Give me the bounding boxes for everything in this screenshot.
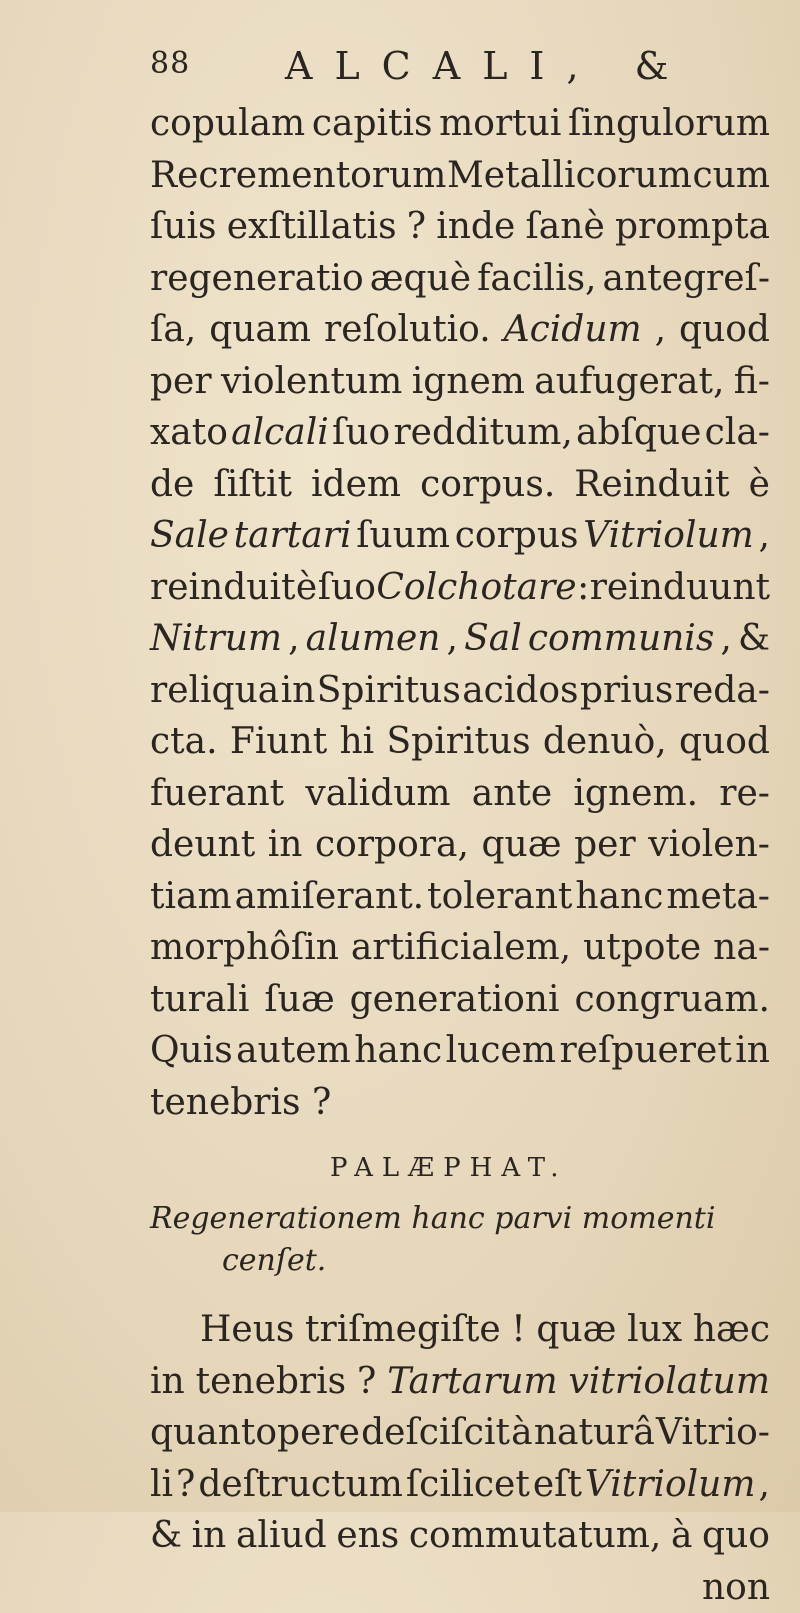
word: ! — [511, 1304, 525, 1356]
word: per — [150, 356, 212, 408]
word: in — [192, 1510, 227, 1562]
word: eſt — [533, 1459, 582, 1511]
word: in — [281, 665, 316, 717]
word: è — [749, 459, 770, 511]
word: Nitrum — [150, 613, 282, 665]
word: , — [759, 510, 770, 562]
word: cta. — [150, 716, 218, 768]
word: Vitriolum — [585, 1459, 756, 1511]
text-line — [150, 1077, 770, 1129]
word: idem — [311, 459, 401, 511]
word: in — [268, 819, 303, 871]
word: ſa, — [150, 304, 196, 356]
text-line — [150, 1407, 770, 1459]
word: : — [577, 562, 589, 614]
word: congruam. — [574, 974, 770, 1026]
word: Vitriolum — [583, 510, 754, 562]
word: denuò, — [543, 716, 667, 768]
word: reinduit — [150, 562, 295, 614]
text-line — [150, 562, 770, 614]
word: communis — [528, 613, 714, 665]
paragraph-1 — [150, 98, 770, 1128]
word: violen- — [648, 819, 770, 871]
word: copulam — [150, 98, 305, 150]
text-line — [150, 1025, 770, 1077]
word: è — [296, 562, 317, 614]
word: quæ — [536, 1304, 616, 1356]
word: Tartarum — [387, 1356, 557, 1408]
word: deſtructum — [198, 1459, 403, 1511]
word: ? — [176, 1459, 195, 1511]
word: Vitrio- — [656, 1407, 770, 1459]
word: , — [288, 613, 299, 665]
word: hæc — [693, 1304, 770, 1356]
text-line — [150, 407, 770, 459]
text-line — [150, 1562, 770, 1613]
word: tartari — [234, 510, 352, 562]
text-segment: tenebris ? — [150, 1077, 331, 1129]
word: in — [735, 1025, 770, 1077]
word: Metallicorum — [447, 150, 692, 202]
word: utpote — [583, 922, 701, 974]
word: abſque — [576, 407, 701, 459]
word: prompta — [615, 201, 770, 253]
word: Spiritus — [386, 716, 530, 768]
word: reſpueret — [559, 1025, 731, 1077]
text-line — [150, 1510, 770, 1562]
word: de — [150, 459, 194, 511]
book-page — [150, 40, 770, 1613]
word: cla- — [705, 407, 770, 459]
word: à — [511, 1407, 532, 1459]
word: in — [150, 1356, 185, 1408]
word: Reinduit — [574, 459, 729, 511]
word: ſingulorum — [568, 98, 770, 150]
word: morphôſin — [150, 922, 339, 974]
word: à — [671, 1510, 692, 1562]
word: xato — [150, 407, 228, 459]
text-line — [150, 356, 770, 408]
word: amiſerant. — [235, 871, 425, 923]
word: hi — [339, 716, 374, 768]
word: ſanè — [525, 201, 604, 253]
word: tolerant — [427, 871, 572, 923]
text-line — [150, 665, 770, 717]
word: reſolutio. — [324, 304, 491, 356]
word: generationi — [350, 974, 560, 1026]
word: facilis, — [477, 253, 596, 305]
word: Sal — [464, 613, 522, 665]
text-line — [150, 98, 770, 150]
word: ſuæ — [264, 974, 334, 1026]
word: re- — [719, 768, 770, 820]
text-line — [150, 304, 770, 356]
word: alumen — [306, 613, 441, 665]
word: hanc — [575, 871, 663, 923]
word: ſuum — [356, 510, 450, 562]
word: Spiritus — [317, 665, 461, 717]
word: quæ — [481, 819, 561, 871]
word: reinduunt — [590, 562, 770, 614]
section-heading: PALÆPHAT. — [150, 1128, 770, 1198]
word: mortui — [439, 98, 561, 150]
word: Heus — [200, 1304, 294, 1356]
word: vitriolatum — [569, 1356, 770, 1408]
word: na- — [713, 922, 770, 974]
word: fi- — [734, 356, 770, 408]
word: reliqua — [150, 665, 279, 717]
word: quod — [679, 304, 770, 356]
word: alcali — [231, 407, 329, 459]
text-line — [150, 1459, 770, 1511]
page-header — [150, 40, 770, 98]
text-line — [150, 1356, 770, 1408]
word: corpora, — [315, 819, 469, 871]
word: deunt — [150, 819, 255, 871]
word: violentum — [221, 356, 402, 408]
word: redditum, — [393, 407, 572, 459]
word: lucem — [446, 1025, 556, 1077]
word: ignem — [412, 356, 525, 408]
word: ens — [336, 1510, 399, 1562]
text-line — [150, 974, 770, 1026]
word: quam — [209, 304, 311, 356]
word: ſuo — [332, 407, 390, 459]
text-line — [150, 510, 770, 562]
word: per — [574, 819, 636, 871]
word: quantopere — [150, 1407, 360, 1459]
word: , — [759, 1459, 770, 1511]
word: capitis — [312, 98, 433, 150]
word: lux — [627, 1304, 682, 1356]
word: ſiſtit — [213, 459, 292, 511]
text-line — [150, 871, 770, 923]
running-title: ALCALI, & — [285, 44, 690, 88]
word: Acidum — [504, 304, 642, 356]
word: æquè — [370, 253, 471, 305]
word: Fiunt — [230, 716, 327, 768]
word: antegreſ- — [603, 253, 770, 305]
word: ſuis — [150, 201, 217, 253]
word: inde — [436, 201, 515, 253]
word: quo — [702, 1510, 770, 1562]
word: quod — [679, 716, 770, 768]
word: tenebris — [196, 1356, 347, 1408]
text-line — [150, 253, 770, 305]
text-line — [150, 768, 770, 820]
text-line — [150, 201, 770, 253]
word: corpus. — [420, 459, 555, 511]
word: artificialem, — [351, 922, 571, 974]
word: turali — [150, 974, 249, 1026]
word: validum — [305, 768, 450, 820]
word: ante — [472, 768, 552, 820]
word: autem — [236, 1025, 351, 1077]
word: ſuo — [318, 562, 376, 614]
word: Sale — [150, 510, 229, 562]
text-line — [150, 1304, 770, 1356]
page-number: 88 — [150, 46, 190, 81]
word: li — [150, 1459, 173, 1511]
word: triſmegiſte — [305, 1304, 501, 1356]
word: & — [150, 1510, 182, 1562]
word: hanc — [354, 1025, 442, 1077]
word: regeneratio — [150, 253, 364, 305]
word: aliud — [236, 1510, 327, 1562]
word: tiam — [150, 871, 232, 923]
word: meta- — [666, 871, 770, 923]
summary-line: Regenerationem hanc parvi momenti — [150, 1198, 770, 1240]
text-line — [150, 922, 770, 974]
word: naturâ — [534, 1407, 655, 1459]
word: deſciſcit — [361, 1407, 510, 1459]
word: prius — [580, 665, 673, 717]
section-summary — [150, 1198, 770, 1282]
text-line — [150, 716, 770, 768]
text-segment: non — [702, 1562, 770, 1613]
text-line — [150, 459, 770, 511]
word: fuerant — [150, 768, 284, 820]
word: ? — [407, 201, 426, 253]
word: , — [720, 613, 731, 665]
word: Colchotare — [376, 562, 576, 614]
word: commutatum, — [409, 1510, 661, 1562]
word: aufugerat, — [534, 356, 724, 408]
word: cum — [693, 150, 770, 202]
word: reda- — [675, 665, 770, 717]
word: ignem. — [573, 768, 698, 820]
word: Recrementorum — [150, 150, 446, 202]
word: , — [655, 304, 666, 356]
summary-line: cenſet. — [150, 1240, 770, 1282]
text-line — [150, 819, 770, 871]
word: & — [738, 613, 770, 665]
word: ? — [357, 1356, 376, 1408]
word: acidos — [462, 665, 578, 717]
word: , — [447, 613, 458, 665]
word: Quis — [150, 1025, 233, 1077]
paragraph-2 — [150, 1304, 770, 1613]
text-line — [150, 150, 770, 202]
text-line — [150, 613, 770, 665]
word: corpus — [455, 510, 579, 562]
word: exſtillatis — [227, 201, 397, 253]
word: ſcilicet — [406, 1459, 530, 1511]
